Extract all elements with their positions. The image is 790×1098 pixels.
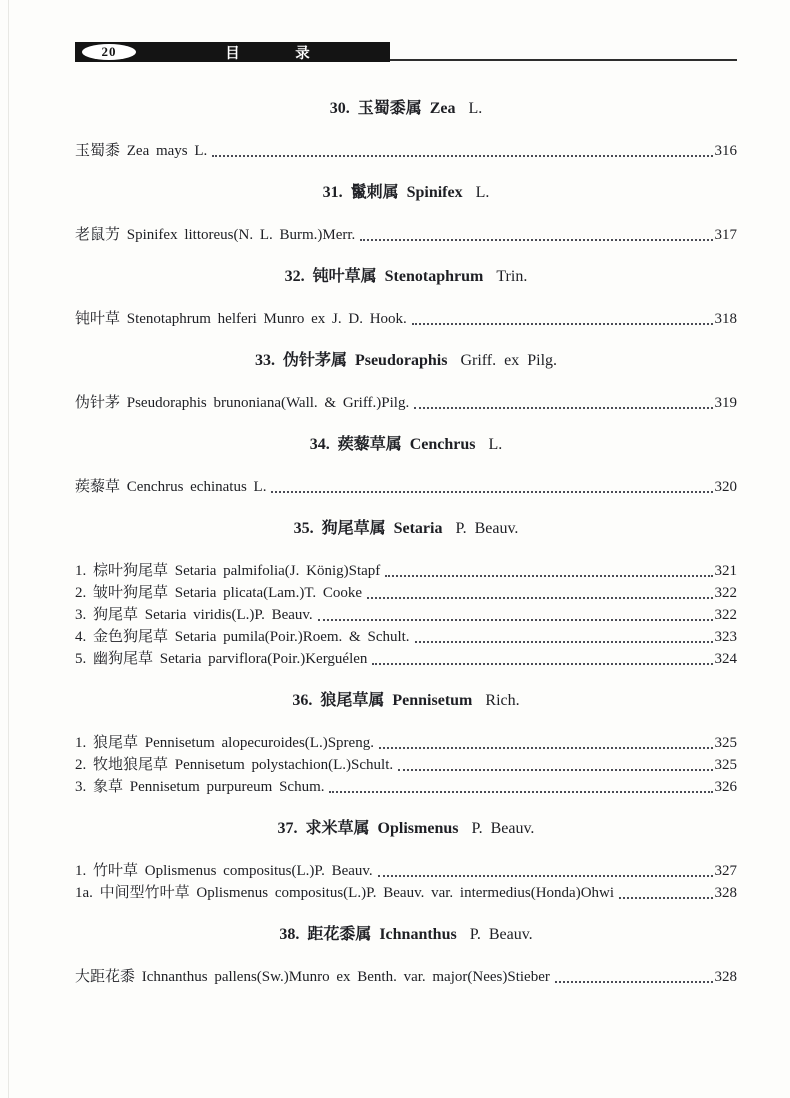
section-heading-main: 35. 狗尾草属 Setaria	[293, 520, 443, 537]
toc-entry	[75, 140, 737, 162]
entry-label: 1. 竹叶草 Oplismenus compositus(L.)P. Beauv.	[75, 863, 373, 879]
toc-section	[75, 266, 737, 330]
entry-label: 4. 金色狗尾草 Setaria pumila(Poir.)Roem. & Schult.	[75, 629, 410, 645]
header-rule-line	[390, 59, 737, 61]
section-entries	[75, 140, 737, 162]
entry-page-number: 317	[714, 227, 737, 243]
toc-section	[75, 434, 737, 498]
section-heading-main: 37. 求米草属 Oplismenus	[277, 820, 459, 837]
entry-page-number: 322	[714, 607, 737, 623]
entry-label: 玉蜀黍 Zea mays L.	[75, 143, 208, 159]
toc-entry	[75, 560, 737, 582]
toc-section	[75, 182, 737, 246]
dotted-leader	[415, 641, 713, 643]
entry-label: 老鼠艻 Spinifex littoreus(N. L. Burm.)Merr.	[75, 227, 356, 243]
section-heading	[75, 818, 737, 840]
entry-label: 伪针茅 Pseudoraphis brunoniana(Wall. & Griff.)Pilg.	[75, 395, 410, 411]
section-heading-author: P. Beauv.	[455, 520, 519, 537]
section-entries	[75, 560, 737, 670]
section-heading-main: 34. 蒺藜草属 Cenchrus	[309, 436, 476, 453]
entry-page-number: 323	[714, 629, 737, 645]
dotted-leader	[212, 155, 712, 157]
toc-entry	[75, 582, 737, 604]
dotted-leader	[414, 407, 712, 409]
entry-page-number: 328	[714, 969, 737, 985]
section-heading-main: 32. 钝叶草属 Stenotaphrum	[284, 268, 484, 285]
toc-entry	[75, 392, 737, 414]
entry-label: 3. 象草 Pennisetum purpureum Schum.	[75, 779, 325, 795]
section-heading-main: 30. 玉蜀黍属 Zea	[329, 100, 456, 117]
section-heading	[75, 98, 737, 120]
page-number: 20	[101, 44, 117, 59]
section-heading-author: P. Beauv.	[469, 926, 533, 943]
toc-entry	[75, 776, 737, 798]
toc-section	[75, 350, 737, 414]
toc-entry	[75, 732, 737, 754]
section-heading-author: L.	[475, 184, 490, 201]
entry-page-number: 325	[714, 757, 737, 773]
toc-section	[75, 818, 737, 904]
entry-label: 蒺藜草 Cenchrus echinatus L.	[75, 479, 267, 495]
section-heading-author: P. Beauv.	[471, 820, 535, 837]
section-heading-author: Trin.	[496, 268, 528, 285]
entry-page-number: 326	[714, 779, 737, 795]
section-entries	[75, 476, 737, 498]
dotted-leader	[329, 791, 712, 793]
entry-page-number: 316	[714, 143, 737, 159]
dotted-leader	[372, 663, 712, 665]
section-heading	[75, 434, 737, 456]
section-entries	[75, 732, 737, 798]
section-heading	[75, 518, 737, 540]
section-heading-main: 36. 狼尾草属 Pennisetum	[292, 692, 473, 709]
toc-entry	[75, 648, 737, 670]
toc-entry	[75, 754, 737, 776]
dotted-leader	[385, 575, 712, 577]
dotted-leader	[271, 491, 712, 493]
entry-page-number: 328	[714, 885, 737, 901]
section-entries	[75, 966, 737, 988]
toc-entry	[75, 308, 737, 330]
section-heading-main: 33. 伪针茅属 Pseudoraphis	[254, 352, 448, 369]
entry-label: 2. 皱叶狗尾草 Setaria plicata(Lam.)T. Cooke	[75, 585, 363, 601]
dotted-leader	[318, 619, 713, 621]
dotted-leader	[412, 323, 713, 325]
toc-entry	[75, 476, 737, 498]
section-heading	[75, 924, 737, 946]
entry-label: 5. 幽狗尾草 Setaria parviflora(Poir.)Kerguélen	[75, 651, 368, 667]
entry-label: 1. 狼尾草 Pennisetum alopecuroides(L.)Spreng.	[75, 735, 374, 751]
entry-page-number: 319	[714, 395, 737, 411]
toc-entry	[75, 860, 737, 882]
header-title: 目 录	[225, 45, 336, 62]
dotted-leader	[360, 239, 712, 241]
toc-entry	[75, 882, 737, 904]
section-heading	[75, 266, 737, 288]
section-heading	[75, 350, 737, 372]
entry-label: 1. 棕叶狗尾草 Setaria palmifolia(J. König)Stapf	[75, 563, 381, 579]
section-heading-author: L.	[488, 436, 503, 453]
entry-label: 2. 牧地狼尾草 Pennisetum polystachion(L.)Schult.	[75, 757, 394, 773]
toc-entry	[75, 626, 737, 648]
entry-page-number: 327	[714, 863, 737, 879]
section-heading-author: Griff. ex Pilg.	[460, 352, 558, 369]
entry-page-number: 322	[714, 585, 737, 601]
dotted-leader	[379, 747, 713, 749]
dotted-leader	[619, 897, 712, 899]
section-heading-main: 38. 距花黍属 Ichnanthus	[279, 926, 457, 943]
section-heading-author: Rich.	[485, 692, 520, 709]
dotted-leader	[555, 981, 713, 983]
dotted-leader	[398, 769, 712, 771]
entry-label: 大距花黍 Ichnanthus pallens(Sw.)Munro ex Benth. var. major(Nees)Stieber	[75, 969, 550, 985]
entry-page-number: 321	[714, 563, 737, 579]
section-entries	[75, 860, 737, 904]
entry-label: 1a. 中间型竹叶草 Oplismenus compositus(L.)P. Beauv. var. intermedius(Honda)Ohwi	[75, 885, 615, 901]
toc-section	[75, 690, 737, 798]
section-heading	[75, 690, 737, 712]
toc-entry	[75, 966, 737, 988]
toc-entry	[75, 224, 737, 246]
toc-content	[75, 62, 737, 988]
entry-page-number: 320	[714, 479, 737, 495]
entry-label: 钝叶草 Stenotaphrum helferi Munro ex J. D. Hook.	[75, 311, 407, 327]
dotted-leader	[378, 875, 713, 877]
section-entries	[75, 392, 737, 414]
toc-section	[75, 518, 737, 670]
entry-page-number: 325	[714, 735, 737, 751]
entry-page-number: 318	[714, 311, 737, 327]
section-entries	[75, 224, 737, 246]
toc-section	[75, 98, 737, 162]
header-bar	[75, 42, 390, 62]
section-heading	[75, 182, 737, 204]
entry-label: 3. 狗尾草 Setaria viridis(L.)P. Beauv.	[75, 607, 313, 623]
toc-section	[75, 924, 737, 988]
dotted-leader	[367, 597, 712, 599]
section-entries	[75, 308, 737, 330]
section-heading-author: L.	[468, 100, 483, 117]
page-number-badge	[82, 44, 136, 60]
toc-entry	[75, 604, 737, 626]
scan-edge-line	[8, 0, 9, 1098]
section-heading-main: 31. 鬣刺属 Spinifex	[322, 184, 463, 201]
entry-page-number: 324	[714, 651, 737, 667]
